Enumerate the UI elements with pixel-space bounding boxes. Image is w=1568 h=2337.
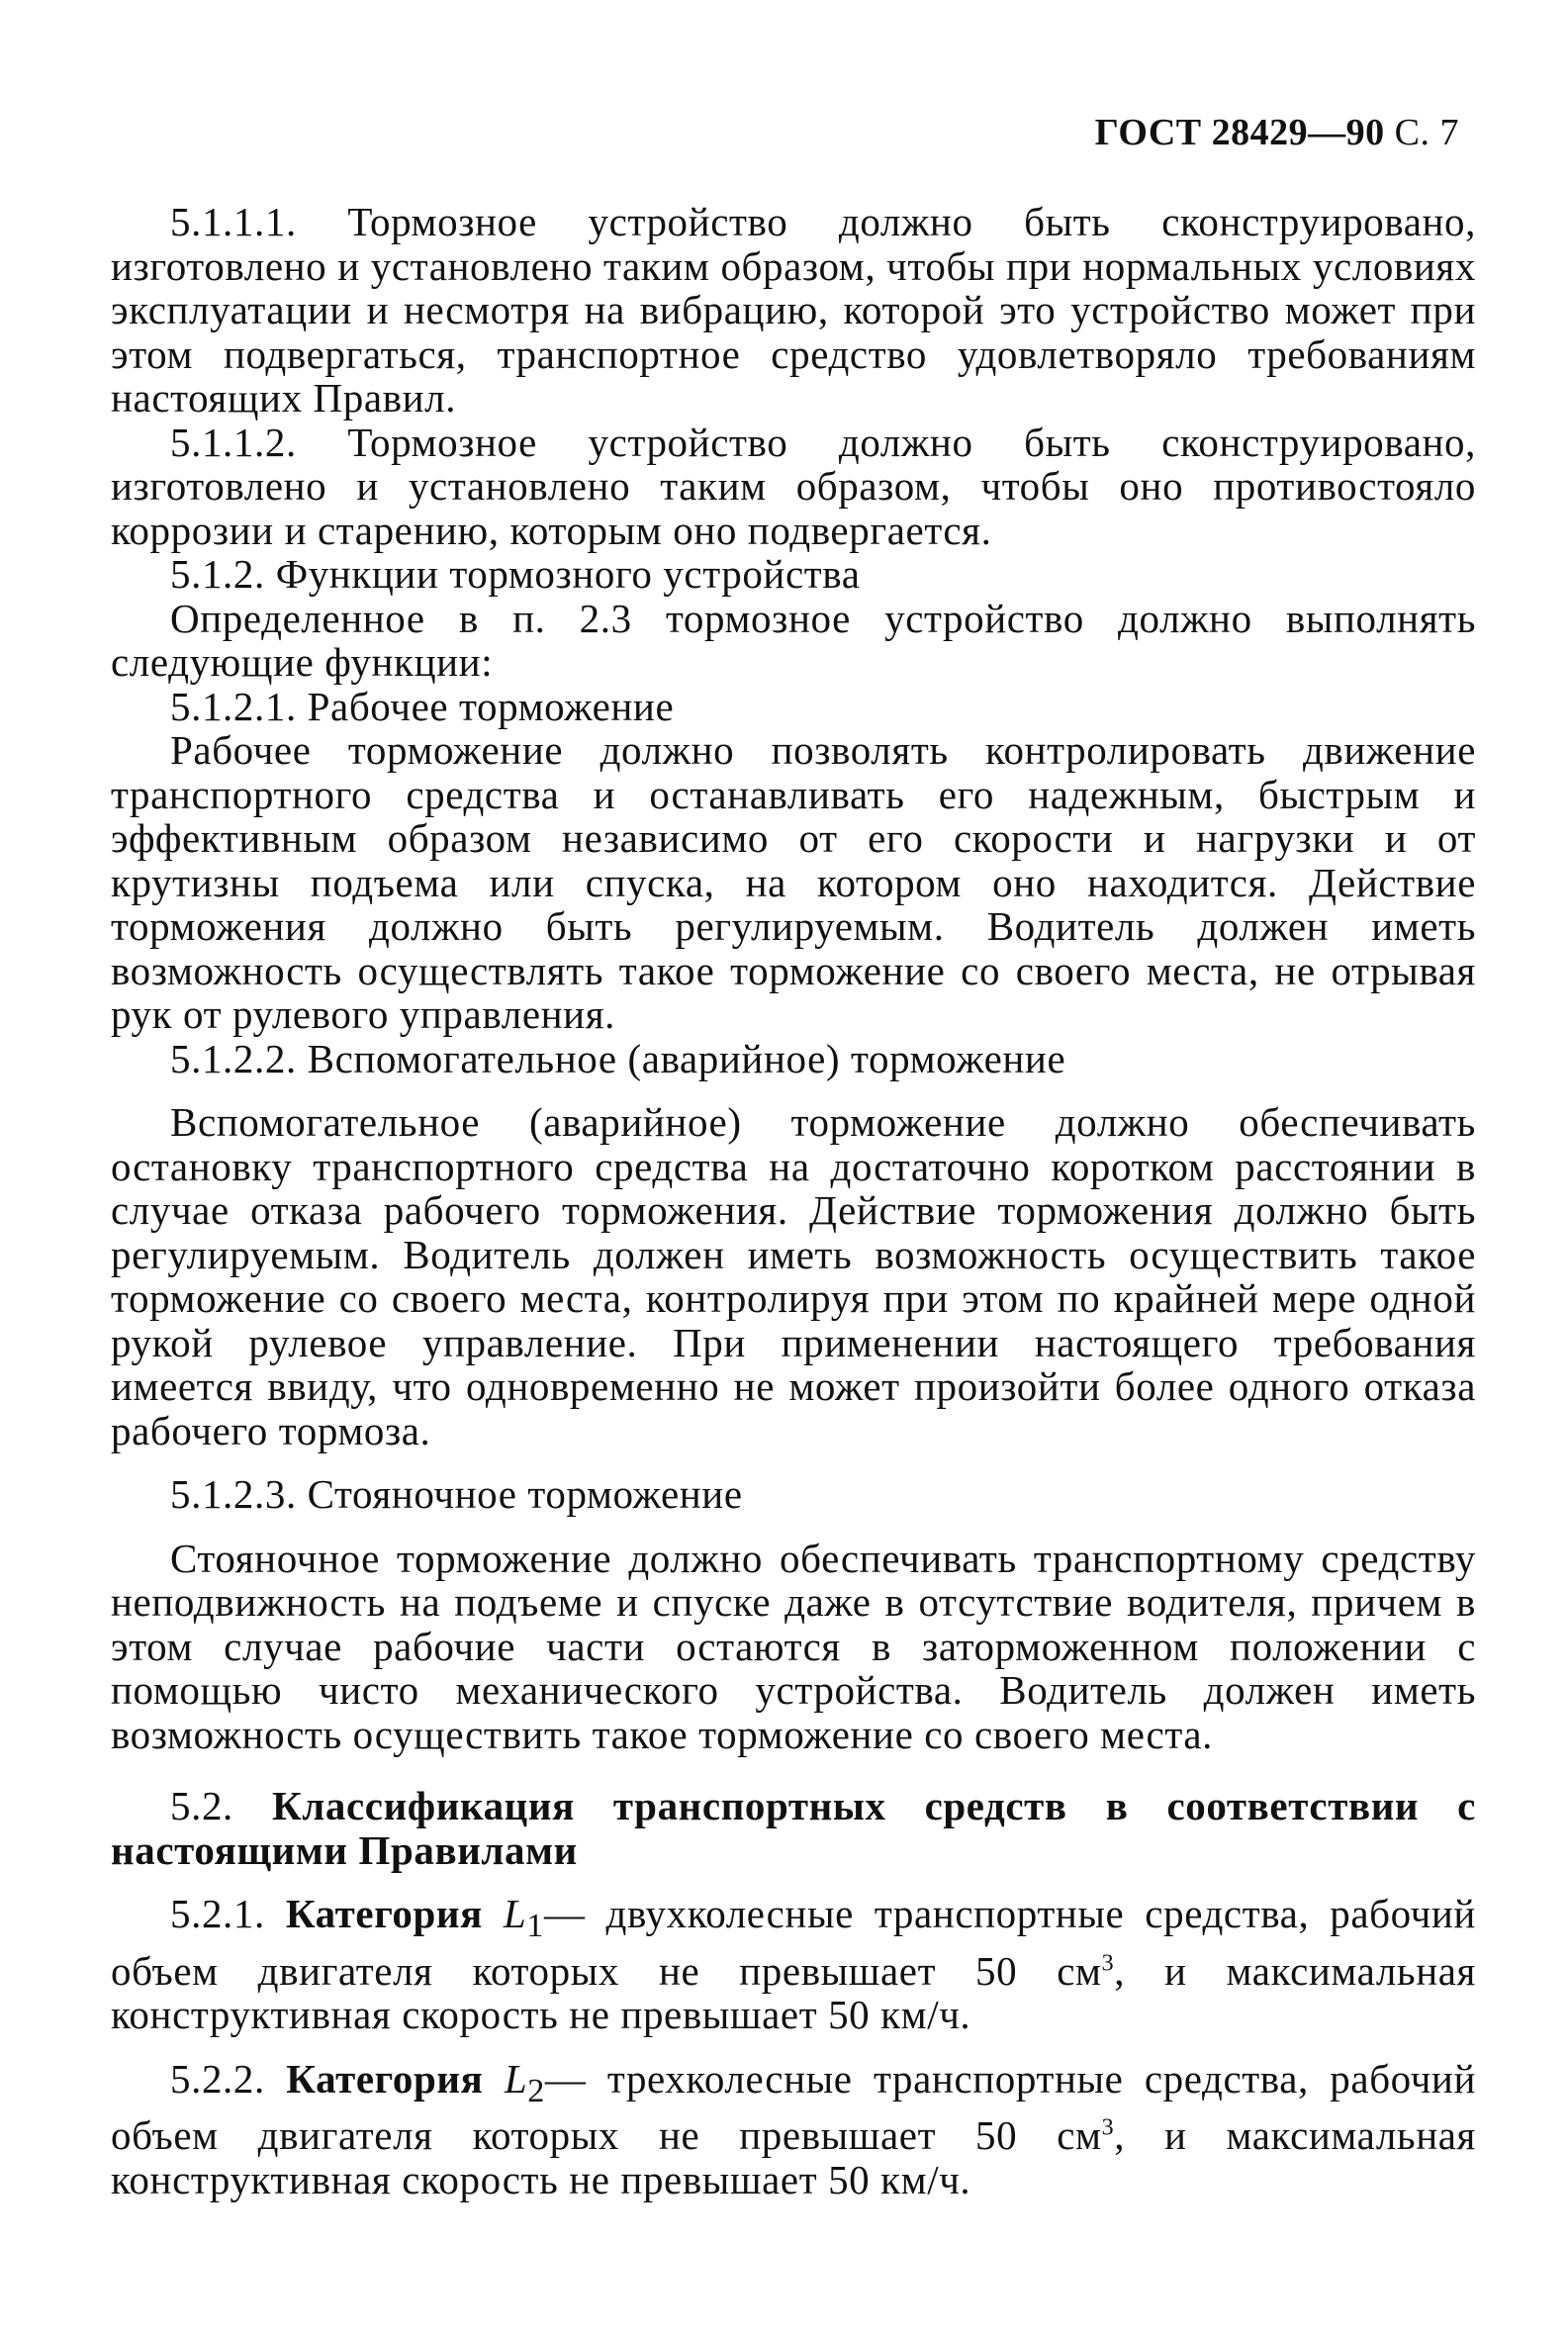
- page-header: [1095, 111, 1459, 154]
- paragraph-5-2-1-text: — двухколесные транспортные средства, рабочий объем двигателя которых не превышает 50 см: [111, 1891, 1476, 1994]
- heading-5-2-title: Классификация транспортных средств в соответствии с настоящими Правилами: [111, 1783, 1476, 1873]
- paragraph-5-1-1-2: 5.1.1.2. Тормозное устройство должно быть сконструировано, изготовлено и установлено таким образом, чтобы оно противостояло коррозии и старению, которым оно подвергается.: [111, 419, 1476, 553]
- cubic-superscript: 3: [1101, 2114, 1115, 2141]
- document-body: [111, 200, 1476, 2201]
- category-label: Категория: [286, 2055, 484, 2102]
- paragraph-5-1-2: Определенное в п. 2.3 тормозное устройство должно выполнять следующие функции:: [111, 595, 1476, 685]
- cubic-superscript: 3: [1101, 1950, 1115, 1977]
- paragraph-5-2-2-text-end: , и максимальная конструктивная скорость не превышает 50 км/ч.: [111, 2112, 1476, 2202]
- paragraph-5-2-2: [111, 2057, 1476, 2202]
- heading-5-1-2-2: 5.1.2.2. Вспомогательное (аварийное) торможение: [170, 1035, 1066, 1081]
- paragraph-5-1-2-1: Рабочее торможение должно позволять контролировать движение транспортного средства и останавливать его надежным, быстрым и эффективным образом независимо от его скорости и нагрузки и от крутизны подъема или спуска, на котором оно находится. Действие торможения должно быть регулируемым. Водитель должен иметь возможность осуществлять такое торможение со своего места, не отрывая рук от рулевого управления.: [111, 727, 1476, 1037]
- category-code: L: [503, 1891, 527, 1936]
- category-subscript: 2: [527, 2072, 545, 2109]
- category-label: Категория: [285, 1891, 483, 1936]
- standard-number: ГОСТ 28429—90: [1094, 112, 1385, 153]
- category-code: L: [504, 2055, 528, 2102]
- paragraph-5-1-1-1: 5.1.1.1. Тормозное устройство должно быть сконструировано, изготовлено и установлено таким образом, чтобы при нормальных условиях эксплуатации и несмотря на вибрацию, которой это устройство может при этом подвергаться, транспортное средство удовлетворяло требованиям настоящих Правил.: [111, 199, 1476, 421]
- heading-5-2: [111, 1784, 1476, 1872]
- paragraph-5-2-1-text-end: , и максимальная конструктивная скорость не превышает 50 км/ч.: [111, 1947, 1476, 2038]
- page-number: С. 7: [1394, 112, 1459, 153]
- paragraph-5-2-2-text: — трехколесные транспортные средства, рабочий объем двигателя которых не превышает 50 см: [111, 2055, 1476, 2159]
- heading-5-1-2-1: 5.1.2.1. Рабочее торможение: [170, 683, 675, 729]
- category-subscript: 1: [526, 1908, 544, 1945]
- paragraph-5-1-2-3: Стояночное торможение должно обеспечивать транспортному средству неподвижность на подъеме и спуске даже в отсутствие водителя, причем в этом случае рабочие части остаются в заторможенном положении с помощью чисто механического устройства. Водитель должен иметь возможность осуществить такое торможение со своего места.: [111, 1535, 1476, 1757]
- paragraph-5-2-2-number: 5.2.2.: [170, 2055, 265, 2102]
- heading-5-1-2: 5.1.2. Функции тормозного устройства: [170, 551, 861, 597]
- paragraph-5-1-2-2: Вспомогательное (аварийное) торможение должно обеспечивать остановку транспортного средства на достаточно коротком расстоянии в случае отказа рабочего торможения. Действие торможения должно быть регулируемым. Водитель должен иметь возможность осуществить такое торможение со своего места, контролируя при этом по крайней мере одной рукой рулевое управление. При применении настоящего требования имеется ввиду, что одновременно не может произойти более одного отказа рабочего тормоза.: [111, 1099, 1476, 1453]
- paragraph-5-2-1: [111, 1892, 1476, 2037]
- paragraph-5-2-1-number: 5.2.1.: [170, 1891, 265, 1936]
- heading-5-2-number: 5.2.: [170, 1783, 233, 1828]
- heading-5-1-2-3: 5.1.2.3. Стояночное торможение: [170, 1471, 743, 1517]
